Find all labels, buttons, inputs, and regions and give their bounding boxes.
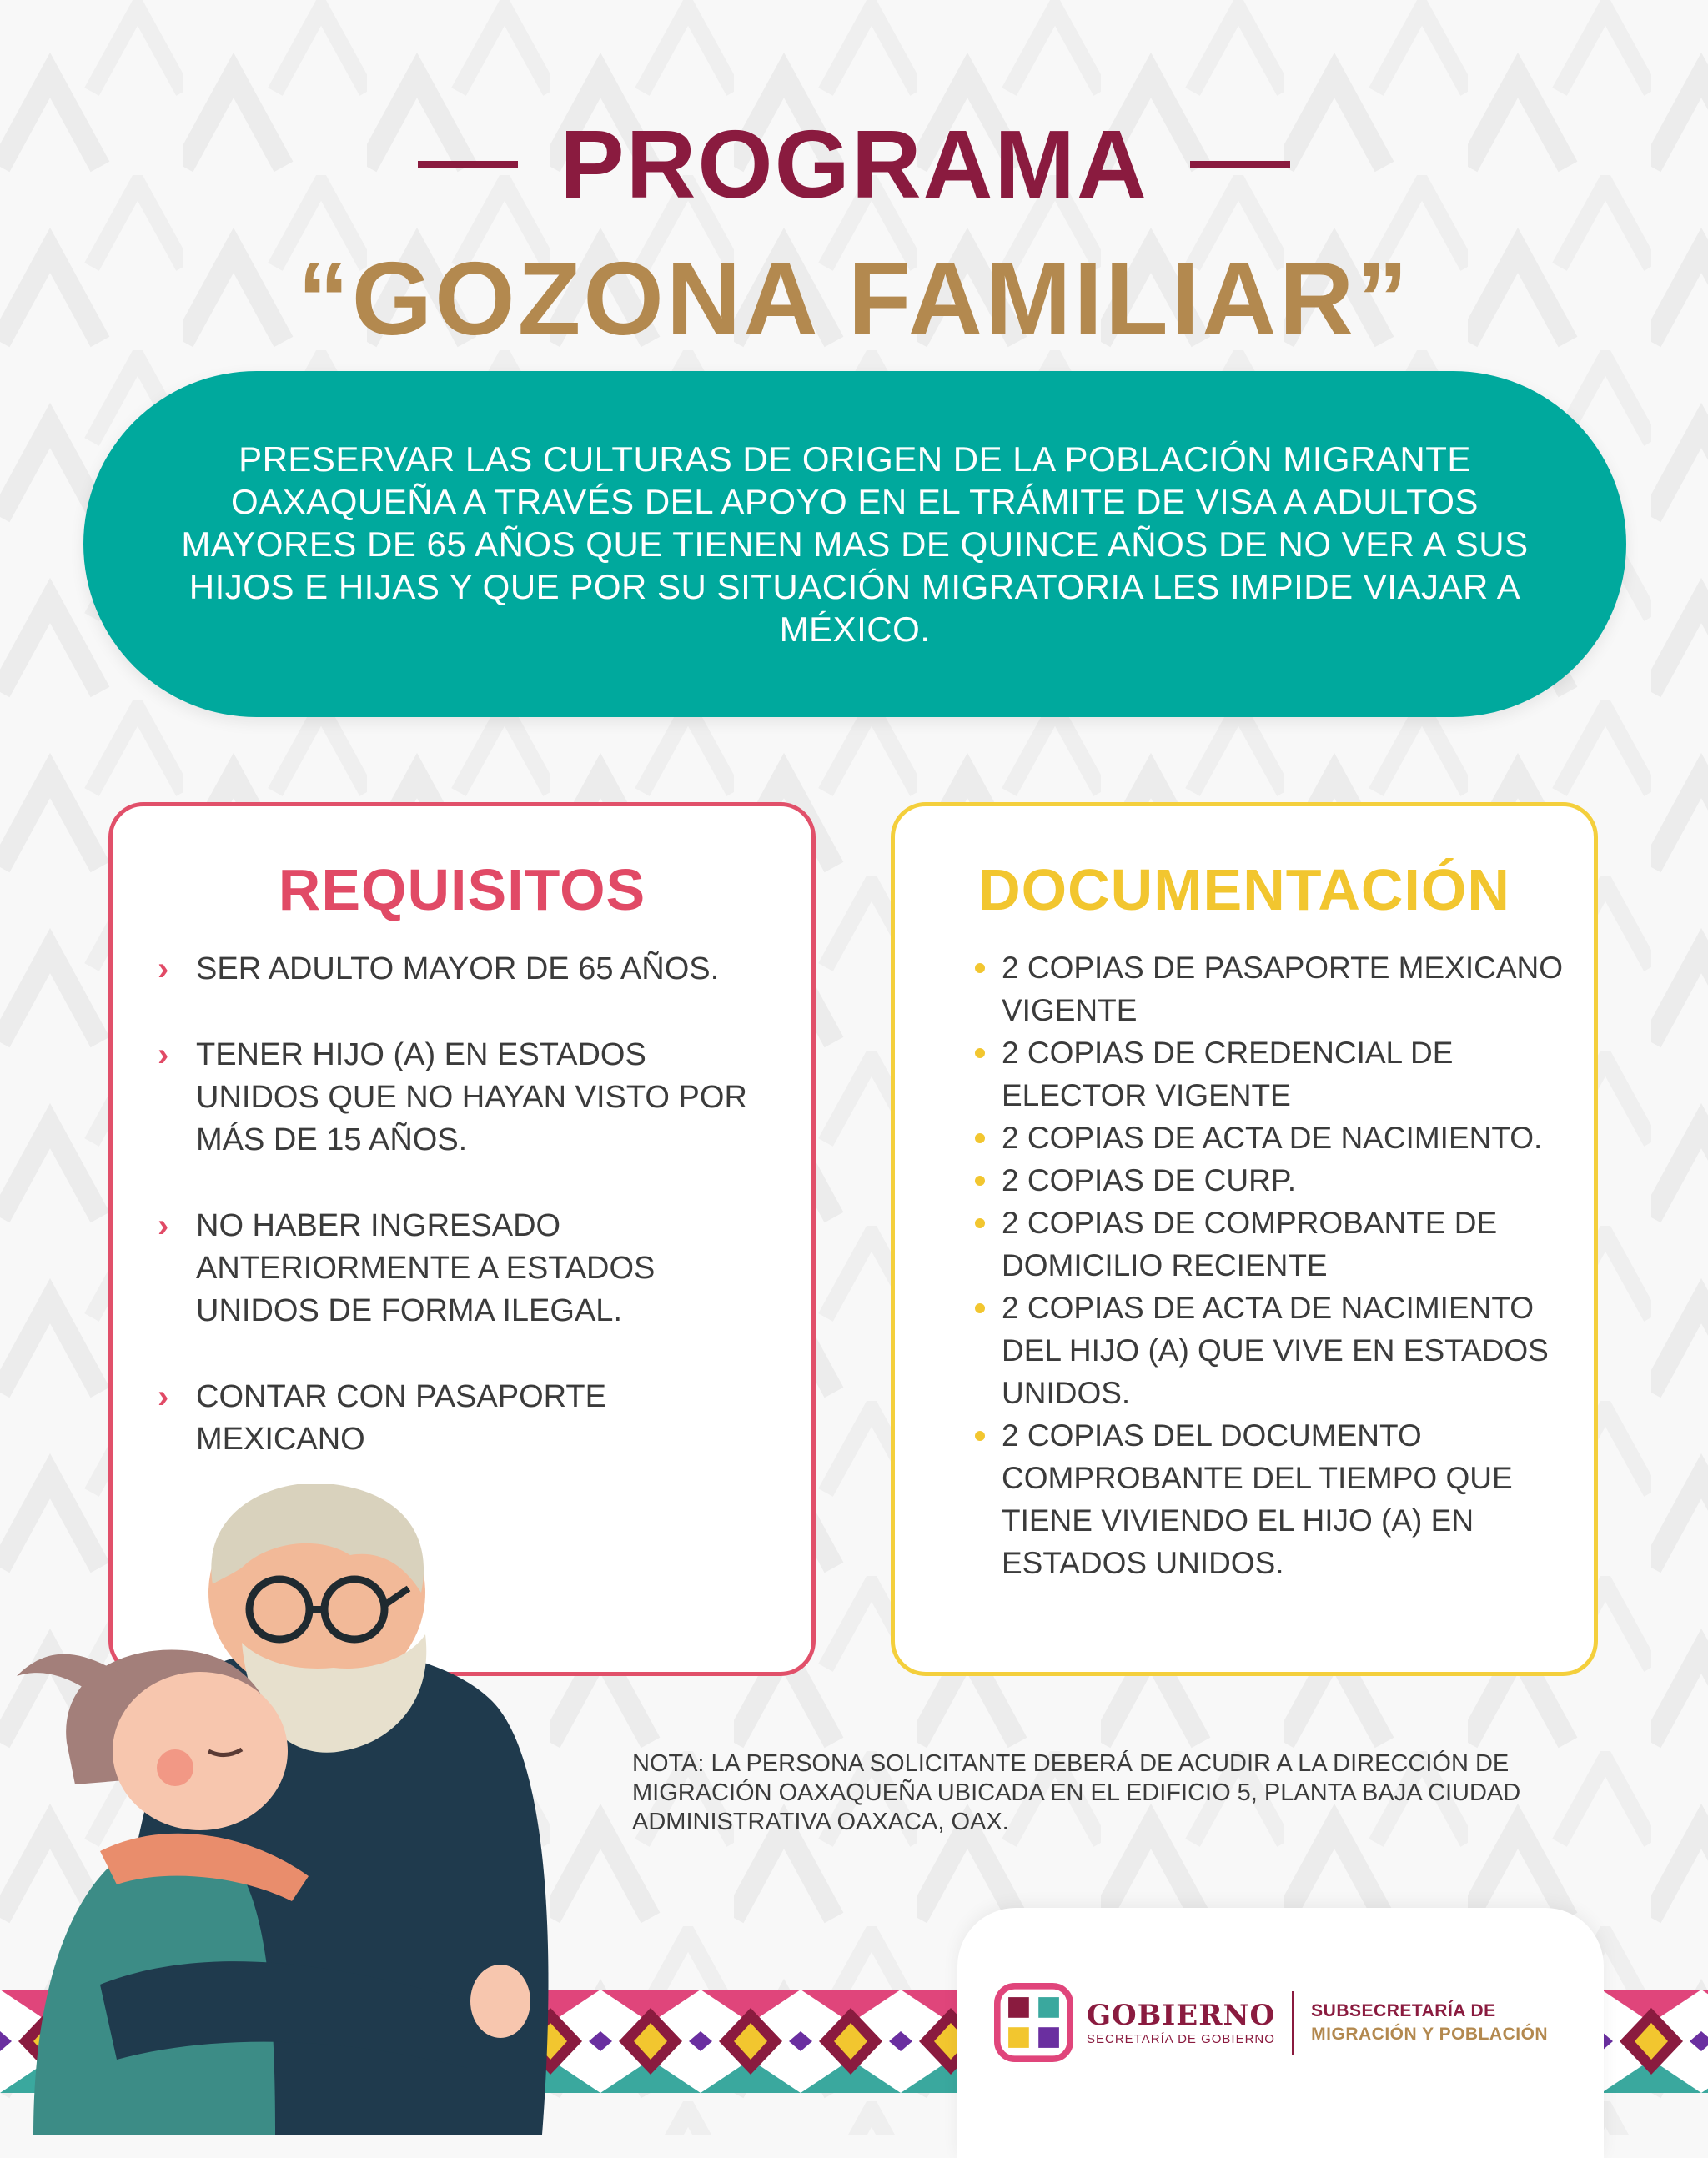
- title-line-1: [0, 108, 1708, 220]
- list-item: [1002, 1287, 1569, 1414]
- dot-icon: [975, 1303, 985, 1313]
- list-item: [1002, 1031, 1569, 1117]
- title-right-dash: [1190, 161, 1290, 168]
- list-item: [158, 1376, 778, 1461]
- requisito-text: TENER HIJO (A) EN ESTADOS UNIDOS QUE NO HAYAN VISTO POR MÁS DE 15 AÑOS.: [196, 1037, 747, 1157]
- list-item: [158, 948, 778, 991]
- documento-text: 2 COPIAS DE CURP.: [1002, 1163, 1296, 1197]
- list-item: [1002, 946, 1569, 1031]
- dot-icon: [975, 963, 985, 973]
- documento-text: 2 COPIAS DE PASAPORTE MEXICANO VIGENTE: [1002, 951, 1564, 1027]
- dot-icon: [975, 1176, 985, 1186]
- title-left-dash: [418, 161, 518, 168]
- chevron-right-icon: ›: [158, 1378, 169, 1415]
- dot-icon: [975, 1048, 985, 1058]
- chevron-right-icon: ›: [158, 1207, 169, 1244]
- chevron-right-icon: ›: [158, 951, 169, 987]
- intro-banner: [83, 371, 1626, 717]
- requisitos-list: [113, 948, 811, 1461]
- documento-text: 2 COPIAS DE ACTA DE NACIMIENTO DEL HIJO (A) QUE VIVE EN ESTADOS UNIDOS.: [1002, 1291, 1549, 1410]
- documento-text: 2 COPIAS DEL DOCUMENTO COMPROBANTE DEL TIEMPO QUE TIENE VIVIENDO EL HIJO (A) EN ESTADOS UNIDOS.: [1002, 1418, 1513, 1580]
- page-title: [0, 108, 1708, 359]
- documentacion-list: [895, 946, 1594, 1584]
- title-gozona-familiar: “GOZONA FAMILIAR”: [297, 242, 1411, 357]
- nota-text: NOTA: LA PERSONA SOLICITANTE DEBERÁ DE ACUDIR A LA DIRECCIÓN DE MIGRACIÓN OAXAQUEÑA UBICADA EN EL EDIFICIO 5, PLANTA BAJA CIUDAD ADMINISTRATIVA OAXACA, OAX.: [632, 1750, 1521, 1835]
- subsecretaria-line-1: SUBSECRETARÍA DE: [1311, 2000, 1496, 2020]
- list-item: [1002, 1159, 1569, 1202]
- list-item: [1002, 1414, 1569, 1584]
- subsecretaria-wordmark: [1311, 2000, 1548, 2046]
- gobierno-label: GOBIERNO: [1087, 1999, 1276, 2032]
- documento-text: 2 COPIAS DE COMPROBANTE DE DOMICILIO RECIENTE: [1002, 1206, 1498, 1282]
- requisito-text: NO HABER INGRESADO ANTERIORMENTE A ESTADOS UNIDOS DE FORMA ILEGAL.: [196, 1208, 656, 1328]
- documento-text: 2 COPIAS DE CREDENCIAL DE ELECTOR VIGENTE: [1002, 1036, 1454, 1112]
- requisito-text: CONTAR CON PASAPORTE MEXICANO: [196, 1379, 606, 1457]
- grandparent-hug-illustration: [0, 1484, 600, 2135]
- subsecretaria-line-2: MIGRACIÓN Y POBLACIÓN: [1311, 2024, 1549, 2044]
- list-item: [1002, 1202, 1569, 1287]
- documentacion-card: [891, 802, 1598, 1676]
- footer-logos: [994, 1983, 1548, 2062]
- footer-logo-card: [957, 1908, 1604, 2158]
- dot-icon: [975, 1133, 985, 1143]
- list-item: [158, 1034, 778, 1162]
- list-item: [1002, 1117, 1569, 1159]
- intro-text: PRESERVAR LAS CULTURAS DE ORIGEN DE LA POBLACIÓN MIGRANTE OAXAQUEÑA A TRAVÉS DEL APOYO EN EL TRÁMITE DE VISA A ADULTOS MAYORES DE 65 AÑOS QUE TIENEN MAS DE QUINCE AÑOS DE NO VER A SUS HIJOS E HIJAS Y QUE POR SU SITUACIÓN MIGRATORIA LES IMPIDE VIAJAR A MÉXICO.: [181, 439, 1529, 649]
- oaxaca-government-logo-icon: [994, 1983, 1073, 2062]
- logo-divider: [1292, 1991, 1294, 2055]
- documento-text: 2 COPIAS DE ACTA DE NACIMIENTO.: [1002, 1121, 1543, 1155]
- documentacion-heading: DOCUMENTACIÓN: [978, 857, 1510, 922]
- requisito-text: SER ADULTO MAYOR DE 65 AÑOS.: [196, 951, 720, 986]
- title-programa: PROGRAMA: [560, 110, 1148, 218]
- secretaria-label: SECRETARÍA DE GOBIERNO: [1087, 2032, 1275, 2046]
- dot-icon: [975, 1431, 985, 1441]
- gobierno-wordmark: [1087, 1999, 1275, 2046]
- requisitos-heading: REQUISITOS: [278, 857, 646, 922]
- dot-icon: [975, 1218, 985, 1228]
- list-item: [158, 1205, 778, 1332]
- chevron-right-icon: ›: [158, 1036, 169, 1073]
